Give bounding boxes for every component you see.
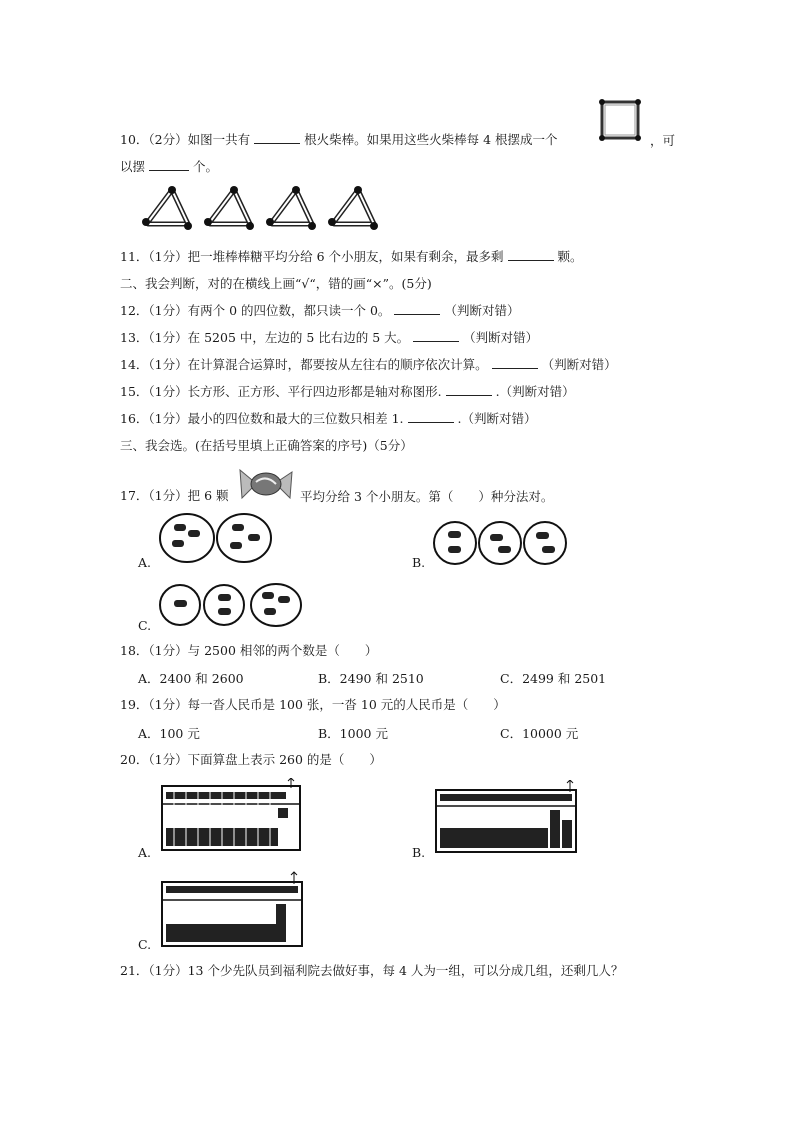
q18-option-c[interactable]: C．2499 和 2501 [500, 671, 607, 686]
question-12 [120, 302, 519, 320]
section-3-heading: 三、我会选。(在括号里填上正确答案的序号)（5分） [120, 438, 413, 453]
question-17-a: 17．（1分）把 6 颗 [120, 488, 229, 503]
q16-blank[interactable] [408, 410, 454, 423]
question-21: 21．（1分）13 个少先队员到福利院去做好事，每 4 人为一组，可以分成几组，还剩几人？ [120, 963, 624, 978]
q12-text-b: （判断对错） [444, 303, 520, 318]
q15-text-a: 15．（1分）长方形、正方形、平行四边形都是轴对称图形. [120, 384, 442, 399]
question-17-b: 平均分给 3 个小朋友。第（ ）种分法对。 [300, 489, 554, 504]
q13-text-a: 13．（1分）在 5205 中，左边的 5 比右边的 5 大。 [120, 330, 410, 345]
match-square-icon [598, 98, 642, 142]
candy-icon [236, 466, 296, 502]
q11-text-a: 11．（1分）把一堆棒棒糖平均分给 6 个小朋友，如果有剩余，最多剩 [120, 249, 504, 264]
q11-blank[interactable] [508, 248, 554, 261]
abacus-c-figure[interactable] [160, 870, 306, 948]
q10-text-e: 个。 [193, 159, 219, 174]
q10-blank-1[interactable] [254, 131, 300, 144]
question-16 [120, 410, 537, 428]
q14-text-b: （判断对错） [541, 357, 617, 372]
question-20: 20．（1分）下面算盘上表示 260 的是（ ） [120, 752, 382, 767]
question-10-line2 [120, 158, 218, 176]
abacus-b-figure[interactable] [434, 780, 580, 854]
q20-option-c-label[interactable]: C. [138, 937, 152, 952]
q14-text-a: 14．（1分）在计算混合运算时，都要按从左往右的顺序依次计算。 [120, 357, 488, 372]
q18-option-a[interactable]: A．2400 和 2600 [138, 671, 244, 686]
q17-option-a-figure[interactable] [158, 512, 274, 564]
question-19: 19．（1分）每一沓人民币是 100 张，一沓 10 元的人民币是（ ） [120, 697, 506, 712]
section-2-heading: 二、我会判断，对的在横线上画“√“，错的画“×”。(5分) [120, 276, 432, 291]
q17-option-c-figure[interactable] [158, 582, 302, 628]
q15-text-b: .（判断对错） [495, 384, 575, 399]
q10-text-a: 10．（2分）如图一共有 [120, 132, 251, 147]
q17-option-c-label[interactable]: C. [138, 618, 152, 633]
q10-text-c: ，可 [650, 133, 676, 148]
q16-text-a: 16．（1分）最小的四位数和最大的三位数只相差 1. [120, 411, 404, 426]
q10-text-d: 以摆 [120, 159, 146, 174]
q11-text-b: 颗。 [557, 249, 583, 264]
question-18: 18．（1分）与 2500 相邻的两个数是（ ） [120, 643, 378, 658]
match-triangles-figure [138, 182, 398, 232]
q19-option-c[interactable]: C．10000 元 [500, 726, 579, 741]
q19-option-b[interactable]: B．1000 元 [318, 726, 388, 741]
q19-option-a[interactable]: A．100 元 [138, 726, 200, 741]
q12-blank[interactable] [394, 302, 440, 315]
q15-blank[interactable] [446, 383, 492, 396]
question-11 [120, 248, 583, 266]
q10-blank-2[interactable] [149, 158, 189, 171]
q12-text-a: 12．（1分）有两个 0 的四位数，都只读一个 0。 [120, 303, 391, 318]
q20-option-b-label[interactable]: B. [412, 845, 426, 860]
q13-text-b: （判断对错） [463, 330, 539, 345]
abacus-a-figure[interactable] [160, 778, 304, 852]
q20-option-a-label[interactable]: A. [138, 845, 152, 860]
q17-option-b-label[interactable]: B. [412, 555, 426, 570]
q18-option-b[interactable]: B．2490 和 2510 [318, 671, 424, 686]
q10-text-b: 根火柴棒。如果用这些火柴棒每 4 根摆成一个 [304, 132, 558, 147]
q16-text-b: .（判断对错） [457, 411, 537, 426]
q17-option-b-figure[interactable] [432, 520, 568, 566]
q17-option-a-label[interactable]: A. [138, 555, 152, 570]
question-10-line1 [120, 131, 558, 149]
question-13 [120, 329, 538, 347]
question-14 [120, 356, 617, 374]
q13-blank[interactable] [413, 329, 459, 342]
question-15 [120, 383, 575, 401]
q14-blank[interactable] [492, 356, 538, 369]
